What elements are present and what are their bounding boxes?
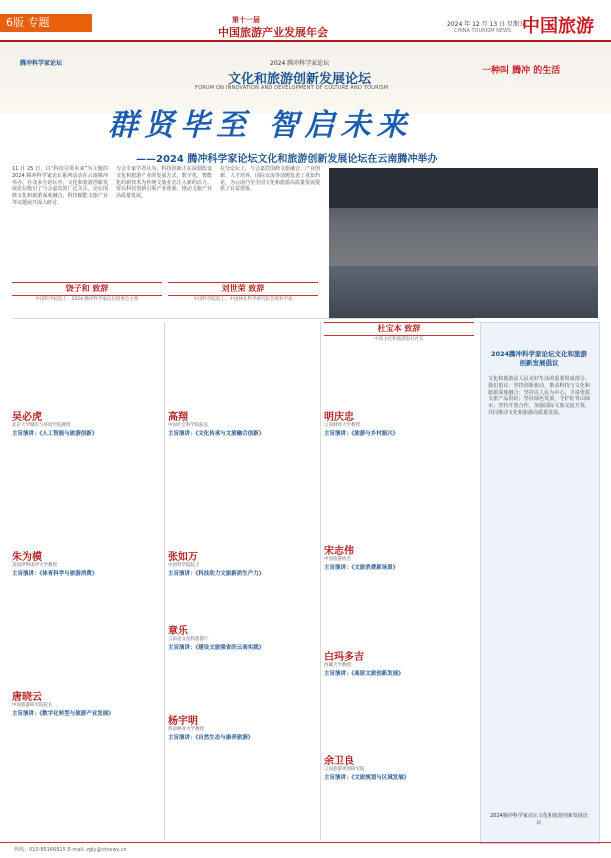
lead-column-1: 11 月 25 日，以“科技引领未来”为主题的 2024 腾冲科学家论坛系列活动在云南腾冲举办。在众多分论坛中，文化和旅游创新发展论坛吸引了与会嘉宾的广泛关注。论坛围绕文化和旅游深度融合、科技赋能文旅产业等议题展开深入研讨。 xyxy=(12,166,108,206)
speaker-topic: 主旨演讲：《文旅消费新场景》 xyxy=(324,565,399,571)
speaker-role: 西藏大学教授 xyxy=(324,663,351,668)
lead-column-2: 与会专家学者认为，科技创新正在深刻改变文化和旅游产业的发展方式，数字化、智能化的新技术为传统文旅业态注入新的活力。要以科技创新引领产业创新，推动文旅产业高质量发展。 xyxy=(116,166,212,200)
lead-column-3: 在分论坛上，与会嘉宾围绕文旅融合、产业创新、人才培养、国际交流等话题发表了真知灼见，为云南乃至全国文化和旅游高质量发展提供了有益借鉴。 xyxy=(220,166,321,193)
speaker-topic: 主旨演讲：《高原文旅创新发展》 xyxy=(324,671,404,677)
speaker-topic: 主旨演讲：《文旅规划与区域发展》 xyxy=(324,775,410,781)
speaker-name: 高翔 xyxy=(168,412,188,423)
speaker-name: 张如万 xyxy=(168,552,198,563)
speaker-name: 章乐 xyxy=(168,626,188,637)
speaker-role: 云南财经大学教授 xyxy=(324,423,360,428)
speaker-name: 宋志伟 xyxy=(324,546,354,557)
speaker-card xyxy=(168,548,268,577)
tengchong-slogan: 一种叫 腾冲 的生活 xyxy=(482,66,561,76)
speaker-topic: 主旨演讲：《体育科学与旅游消费》 xyxy=(12,571,98,577)
speaker-card xyxy=(324,648,424,677)
speaker-name: 明庆忠 xyxy=(324,412,354,423)
column-divider xyxy=(320,322,321,840)
banner-title: 文化和旅游创新发展论坛 xyxy=(228,72,372,87)
affil-du-baoben: 中国文化和旅游报社社长 xyxy=(374,337,424,342)
speaker-role: 中国社会科学院院长 xyxy=(168,423,209,428)
speaker-name: 朱为模 xyxy=(12,552,42,563)
speaker-card xyxy=(324,542,424,571)
speaker-name: 吴必虎 xyxy=(12,412,42,423)
section-liu-shirong: 刘世荣 致辞 xyxy=(168,282,318,296)
forum-title: 中国旅游产业发展年会 xyxy=(218,26,328,39)
speaker-topic: 主旨演讲：《数字化转型与旅游产业发展》 xyxy=(12,711,114,717)
speaker-role: 中国旅游协会 xyxy=(324,557,351,562)
speaker-role: 北京大学城市与环境学院教授 xyxy=(12,423,71,428)
column-divider xyxy=(164,322,165,840)
section-rao-zihe: 饶子和 致辞 xyxy=(12,282,162,296)
affil-rao-zihe: 中国科学院院士、2024 腾冲科学家论坛组委会主席 xyxy=(35,297,139,302)
issue-date: 2024 年 12 月 13 日 星期五 xyxy=(447,21,525,28)
speaker-name: 白玛多吉 xyxy=(324,652,364,663)
speaker-topic: 主旨演讲：《人工智能与旅游创新》 xyxy=(12,431,98,437)
speaker-topic: 主旨演讲：《旅游与乡村振兴》 xyxy=(324,431,399,437)
subheadline: ——2024 腾冲科学家论坛文化和旅游创新发展论坛在云南腾冲举办 xyxy=(136,154,438,165)
speaker-role: 云南旅游规划研究院 xyxy=(324,767,365,772)
paper-english-name: CHINA TOURISM NEWS xyxy=(454,28,512,34)
speaker-name: 杨宇明 xyxy=(168,716,198,727)
speaker-card xyxy=(324,752,424,781)
forum-photo-audience xyxy=(329,266,598,318)
speaker-card xyxy=(168,712,268,741)
speaker-card xyxy=(12,548,112,577)
speaker-card xyxy=(12,688,112,717)
speaker-topic: 主旨演讲：《科技助力文旅新质生产力》 xyxy=(168,571,265,577)
speaker-name: 余卫良 xyxy=(324,756,354,767)
speaker-name: 唐晓云 xyxy=(12,692,42,703)
speaker-card xyxy=(168,622,268,651)
proposal-text: 文化和旅游是人民美好生活的重要组成部分。我们倡议：坚持创新驱动，推动科技与文化和旅游深度融合；坚持以人民为中心，丰富优质文旅产品供给；坚持绿色发展，守护好青山绿水；坚持开放合作，加强国际文旅交流互鉴，共同推动文化和旅游高质量发展。 xyxy=(488,376,590,416)
paper-logo: 中国旅游 xyxy=(522,16,594,37)
section-du-baoben: 杜宝本 致辞 xyxy=(324,322,474,336)
proposal-title: 2024腾冲科学家论坛文化和旅游创新发展倡议 xyxy=(490,350,588,367)
speaker-topic: 主旨演讲：《文化传承与文旅融合创新》 xyxy=(168,431,265,437)
speaker-card xyxy=(168,408,268,437)
forum-brand-left: 腾冲科学家论坛 xyxy=(20,60,63,67)
forum-photo-stage xyxy=(329,168,598,208)
section-divider xyxy=(12,318,474,319)
speaker-role: 美国伊利诺伊大学教授 xyxy=(12,563,57,568)
page-tab: 6版 专题 xyxy=(0,14,92,32)
affil-liu-shirong: 中国科学院院士、中国林业科学研究院首席科学家 xyxy=(193,297,293,302)
speaker-card xyxy=(12,408,112,437)
speaker-role: 西南林业大学教授 xyxy=(168,727,204,732)
event-name: 2024 腾冲科学家论坛 xyxy=(270,60,330,67)
page-footer: 热线：010-85166915 E-mail: zgly@ctnews.cn xyxy=(0,842,611,858)
proposal-signature: 2024腾冲科学家论坛文化和旅游创新发展论坛 xyxy=(490,813,588,826)
forum-edition: 第十一届 xyxy=(232,16,260,24)
speaker-role: 中国科学院院士 xyxy=(168,563,200,568)
banner-english-title: FORUM ON INNOVATION AND DEVELOPMENT OF CULTURE AND TOURISM xyxy=(195,85,389,91)
speaker-topic: 主旨演讲：《自然生态与康养旅游》 xyxy=(168,735,254,741)
speaker-topic: 主旨演讲：《建设文旅强省的云南实践》 xyxy=(168,645,265,651)
speaker-role: 云南省文化和旅游厅 xyxy=(168,637,209,642)
headline: 群贤毕至 智启未来 xyxy=(108,108,413,143)
speaker-role: 中国旅游研究院院长 xyxy=(12,703,53,708)
speaker-card xyxy=(324,408,424,437)
